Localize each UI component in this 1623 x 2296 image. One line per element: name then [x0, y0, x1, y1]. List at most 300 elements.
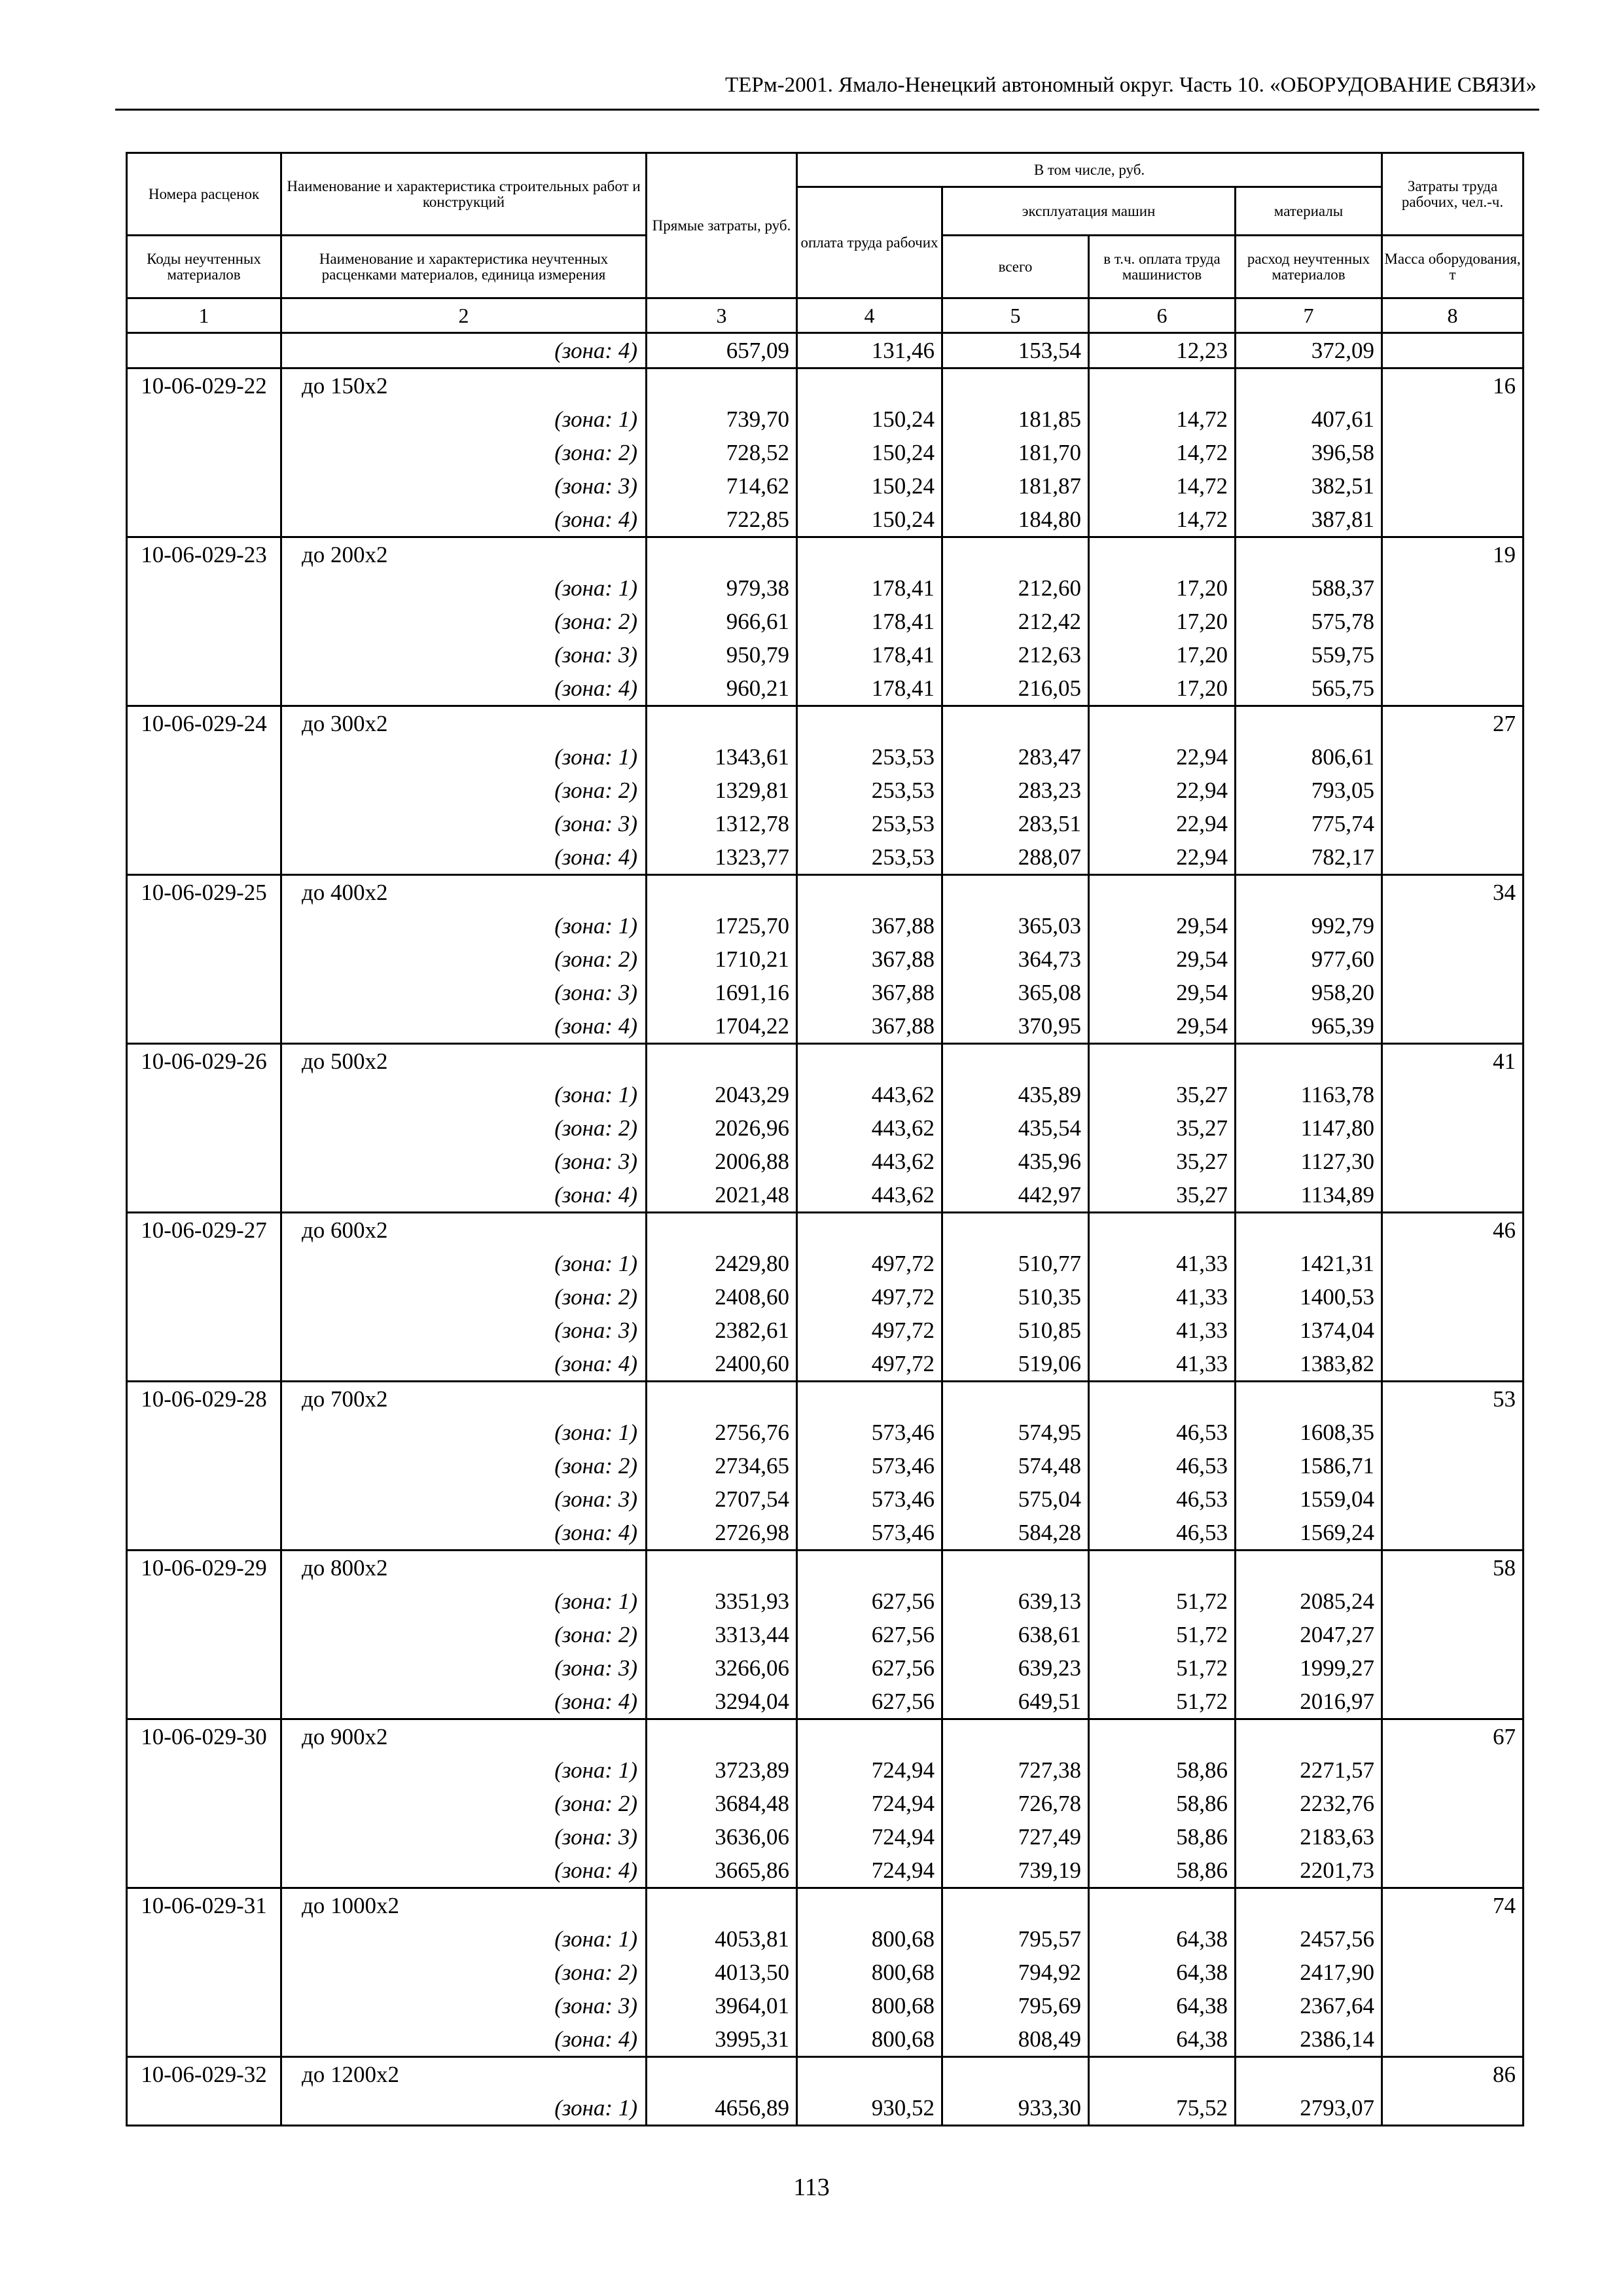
machines-labor-cell: 35,27: [1089, 1145, 1236, 1178]
empty-cell: [797, 875, 942, 910]
labor-pay-cell: 573,46: [797, 1416, 942, 1449]
code-cell: [127, 1651, 281, 1685]
machines-labor-cell: 17,20: [1089, 571, 1236, 605]
machines-total-cell: 212,63: [942, 638, 1089, 672]
empty-cell: [797, 706, 942, 741]
empty-cell: [1236, 1382, 1382, 1416]
machines-labor-cell: 29,54: [1089, 942, 1236, 976]
zone-cell: (зона: 1): [281, 1416, 647, 1449]
direct-costs-cell: 3636,06: [647, 1820, 797, 1854]
direct-costs-cell: 714,62: [647, 469, 797, 503]
direct-costs-cell: 960,21: [647, 672, 797, 706]
empty-cell: [942, 1551, 1089, 1585]
labor-pay-cell: 150,24: [797, 469, 942, 503]
labor-cell: 58: [1382, 1551, 1524, 1585]
table-row: [127, 503, 1524, 537]
empty-cell: [647, 368, 797, 403]
empty-cell: [797, 1719, 942, 1754]
direct-costs-cell: 1323,77: [647, 840, 797, 875]
materials-cell: 387,81: [1236, 503, 1382, 537]
machines-labor-cell: 41,33: [1089, 1347, 1236, 1382]
empty-cell: [797, 1382, 942, 1416]
empty-cell: [942, 537, 1089, 572]
materials-cell: 958,20: [1236, 976, 1382, 1009]
empty-cell: [1089, 537, 1236, 572]
zone-cell: (зона: 4): [281, 672, 647, 706]
direct-costs-cell: 3684,48: [647, 1787, 797, 1820]
labor-pay-cell: 724,94: [797, 1787, 942, 1820]
table-row: [127, 1247, 1524, 1280]
code-cell: [127, 1416, 281, 1449]
machines-labor-cell: 46,53: [1089, 1482, 1236, 1516]
materials-cell: 793,05: [1236, 774, 1382, 807]
code-cell: [127, 1314, 281, 1347]
code-cell: [127, 1009, 281, 1044]
direct-costs-cell: 3723,89: [647, 1753, 797, 1787]
machines-total-cell: 808,49: [942, 2022, 1089, 2057]
labor-cell: [1382, 1685, 1524, 1719]
empty-cell: [647, 1382, 797, 1416]
empty-cell: [1236, 1044, 1382, 1079]
zone-cell: (зона: 2): [281, 1618, 647, 1651]
code-cell: [127, 1482, 281, 1516]
table-row: [127, 1651, 1524, 1685]
machines-total-cell: 739,19: [942, 1854, 1089, 1888]
empty-cell: [1089, 875, 1236, 910]
materials-cell: 782,17: [1236, 840, 1382, 875]
table-row: [127, 638, 1524, 672]
code-cell: [127, 2022, 281, 2057]
page-number: 113: [793, 2174, 830, 2201]
table-row: [127, 672, 1524, 706]
machines-labor-cell: 64,38: [1089, 1956, 1236, 1989]
zone-cell: (зона: 4): [281, 1685, 647, 1719]
materials-cell: 2271,57: [1236, 1753, 1382, 1787]
labor-cell: [1382, 1956, 1524, 1989]
direct-costs-cell: 1329,81: [647, 774, 797, 807]
name-cell: до 900х2: [281, 1719, 647, 1754]
table-row: [127, 469, 1524, 503]
labor-cell: [1382, 1314, 1524, 1347]
zone-cell: (зона: 2): [281, 1787, 647, 1820]
labor-pay-cell: 443,62: [797, 1111, 942, 1145]
direct-costs-cell: 2043,29: [647, 1078, 797, 1111]
zone-cell: (зона: 1): [281, 1078, 647, 1111]
labor-pay-cell: 573,46: [797, 1449, 942, 1482]
labor-cell: [1382, 1787, 1524, 1820]
zone-cell: (зона: 4): [281, 1178, 647, 1213]
direct-costs-cell: 3351,93: [647, 1585, 797, 1618]
materials-unaccounted-header: расход неучтенных материалов: [1236, 236, 1382, 298]
table-row: [127, 942, 1524, 976]
materials-cell: 2085,24: [1236, 1585, 1382, 1618]
zone-cell: (зона: 1): [281, 2091, 647, 2126]
direct-costs-header: Прямые затраты, руб.: [647, 153, 797, 298]
zone-cell: (зона: 4): [281, 1009, 647, 1044]
labor-cell: [1382, 672, 1524, 706]
code-cell: [127, 774, 281, 807]
zone-cell: (зона: 4): [281, 503, 647, 537]
empty-cell: [1236, 875, 1382, 910]
empty-cell: [1236, 2057, 1382, 2092]
code-cell: [127, 1618, 281, 1651]
direct-costs-cell: 2026,96: [647, 1111, 797, 1145]
empty-cell: [1236, 1719, 1382, 1754]
empty-cell: [797, 368, 942, 403]
table-row: [127, 537, 1524, 572]
column-number: 2: [281, 298, 647, 333]
header-title: ТЕРм-2001. Ямало-Ненецкий автономный округ. Часть 10. «ОБОРУДОВАНИЕ СВЯЗИ»: [725, 73, 1537, 97]
empty-cell: [647, 1551, 797, 1585]
empty-cell: [1089, 1888, 1236, 1923]
col2-top-header: Наименование и характеристика строительных работ и конструкций: [281, 153, 647, 236]
machines-labor-cell: 46,53: [1089, 1416, 1236, 1449]
labor-pay-cell: 800,68: [797, 1922, 942, 1956]
direct-costs-cell: 657,09: [647, 333, 797, 368]
direct-costs-cell: 1312,78: [647, 807, 797, 840]
table-header: [127, 153, 1524, 333]
machines-total-cell: 364,73: [942, 942, 1089, 976]
machines-total-cell: 510,77: [942, 1247, 1089, 1280]
machines-total-cell: 574,95: [942, 1416, 1089, 1449]
table-row: [127, 740, 1524, 774]
table-row: [127, 774, 1524, 807]
materials-cell: 1127,30: [1236, 1145, 1382, 1178]
direct-costs-cell: 966,61: [647, 605, 797, 638]
machines-total-cell: 933,30: [942, 2091, 1089, 2126]
code-cell: 10-06-029-23: [127, 537, 281, 572]
machines-labor-cell: 51,72: [1089, 1585, 1236, 1618]
zone-cell: (зона: 3): [281, 1989, 647, 2022]
table-row: [127, 1078, 1524, 1111]
machines-total-cell: 575,04: [942, 1482, 1089, 1516]
column-number: 3: [647, 298, 797, 333]
labor-pay-cell: 131,46: [797, 333, 942, 368]
labor-pay-cell: 443,62: [797, 1178, 942, 1213]
direct-costs-cell: 2429,80: [647, 1247, 797, 1280]
code-cell: 10-06-029-32: [127, 2057, 281, 2092]
empty-cell: [1089, 1551, 1236, 1585]
labor-pay-cell: 724,94: [797, 1854, 942, 1888]
table-row: [127, 875, 1524, 910]
name-cell: до 700х2: [281, 1382, 647, 1416]
materials-cell: 1147,80: [1236, 1111, 1382, 1145]
machines-labor-cell: 58,86: [1089, 1820, 1236, 1854]
name-cell: до 500х2: [281, 1044, 647, 1079]
materials-cell: 2201,73: [1236, 1854, 1382, 1888]
machines-total-cell: 639,13: [942, 1585, 1089, 1618]
machines-labor-cell: 14,72: [1089, 503, 1236, 537]
page-header: [115, 65, 1539, 111]
table-row: [127, 1618, 1524, 1651]
machines-labor-cell: 41,33: [1089, 1280, 1236, 1314]
materials-cell: 1383,82: [1236, 1347, 1382, 1382]
code-cell: [127, 1078, 281, 1111]
empty-cell: [942, 368, 1089, 403]
col1-bottom-header: Коды неучтенных материалов: [127, 236, 281, 298]
code-cell: 10-06-029-26: [127, 1044, 281, 1079]
labor-pay-cell: 150,24: [797, 503, 942, 537]
labor-costs-header: Затраты труда рабочих, чел.-ч.: [1382, 153, 1524, 236]
table-row: [127, 1314, 1524, 1347]
machines-total-cell: 283,51: [942, 807, 1089, 840]
table-row: [127, 1922, 1524, 1956]
machines-labor-cell: 35,27: [1089, 1178, 1236, 1213]
machines-labor-cell: 64,38: [1089, 1989, 1236, 2022]
table-row: [127, 1854, 1524, 1888]
table-row: [127, 1585, 1524, 1618]
labor-pay-cell: 443,62: [797, 1145, 942, 1178]
labor-cell: [1382, 503, 1524, 537]
continuation-row: [127, 333, 1524, 368]
labor-cell: [1382, 2022, 1524, 2057]
direct-costs-cell: 2726,98: [647, 1516, 797, 1551]
machines-header: эксплуатация машин: [942, 187, 1236, 236]
code-cell: [127, 1585, 281, 1618]
name-cell: до 1200х2: [281, 2057, 647, 2092]
labor-pay-cell: 930,52: [797, 2091, 942, 2126]
empty-cell: [647, 706, 797, 741]
labor-cell: [1382, 1922, 1524, 1956]
empty-cell: [797, 1888, 942, 1923]
zone-cell: (зона: 3): [281, 1820, 647, 1854]
table-row: [127, 1382, 1524, 1416]
zone-cell: (зона: 2): [281, 1956, 647, 1989]
materials-cell: 1999,27: [1236, 1651, 1382, 1685]
direct-costs-cell: 2408,60: [647, 1280, 797, 1314]
zone-cell: (зона: 3): [281, 1482, 647, 1516]
machines-total-cell: 649,51: [942, 1685, 1089, 1719]
labor-pay-cell: 253,53: [797, 840, 942, 875]
code-cell: [127, 1347, 281, 1382]
labor-cell: [1382, 469, 1524, 503]
machines-total-cell: 181,85: [942, 403, 1089, 436]
machines-labor-cell: 22,94: [1089, 840, 1236, 875]
labor-cell: [1382, 1854, 1524, 1888]
labor-cell: 86: [1382, 2057, 1524, 2092]
code-cell: 10-06-029-22: [127, 368, 281, 403]
machines-total-cell: 510,85: [942, 1314, 1089, 1347]
code-cell: [127, 672, 281, 706]
labor-cell: 53: [1382, 1382, 1524, 1416]
machines-total-cell: 435,89: [942, 1078, 1089, 1111]
labor-pay-cell: 800,68: [797, 1956, 942, 1989]
labor-cell: [1382, 1989, 1524, 2022]
column-number: 5: [942, 298, 1089, 333]
zone-cell: (зона: 3): [281, 976, 647, 1009]
col1-top-header: Номера расценок: [127, 153, 281, 236]
machines-labor-cell: 22,94: [1089, 807, 1236, 840]
code-cell: [127, 740, 281, 774]
materials-cell: 2457,56: [1236, 1922, 1382, 1956]
labor-pay-cell: 497,72: [797, 1280, 942, 1314]
machines-labor-cell: 29,54: [1089, 909, 1236, 942]
table-row: [127, 1989, 1524, 2022]
empty-cell: [942, 1719, 1089, 1754]
machines-labor-cell: 17,20: [1089, 638, 1236, 672]
labor-cell: [1382, 1145, 1524, 1178]
empty-cell: [647, 1888, 797, 1923]
empty-cell: [942, 706, 1089, 741]
labor-pay-cell: 497,72: [797, 1314, 942, 1347]
materials-cell: 1608,35: [1236, 1416, 1382, 1449]
machines-total-header: всего: [942, 236, 1089, 298]
direct-costs-cell: 1710,21: [647, 942, 797, 976]
machines-total-cell: 435,54: [942, 1111, 1089, 1145]
labor-cell: [1382, 1247, 1524, 1280]
direct-costs-cell: 3665,86: [647, 1854, 797, 1888]
code-cell: [127, 1956, 281, 1989]
code-cell: 10-06-029-31: [127, 1888, 281, 1923]
column-number: 7: [1236, 298, 1382, 333]
code-cell: [127, 333, 281, 368]
machines-total-cell: 283,23: [942, 774, 1089, 807]
labor-cell: [1382, 1009, 1524, 1044]
empty-cell: [797, 1213, 942, 1247]
direct-costs-cell: 1343,61: [647, 740, 797, 774]
table-body: [127, 333, 1524, 2126]
materials-cell: 2367,64: [1236, 1989, 1382, 2022]
zone-cell: (зона: 3): [281, 1314, 647, 1347]
zone-cell: (зона: 1): [281, 571, 647, 605]
table-row: [127, 1551, 1524, 1585]
empty-cell: [942, 1044, 1089, 1079]
labor-cell: [1382, 976, 1524, 1009]
machines-total-cell: 727,49: [942, 1820, 1089, 1854]
zone-cell: (зона: 1): [281, 1753, 647, 1787]
machines-labor-cell: 51,72: [1089, 1685, 1236, 1719]
labor-cell: [1382, 1651, 1524, 1685]
labor-cell: 41: [1382, 1044, 1524, 1079]
machines-total-cell: 184,80: [942, 503, 1089, 537]
empty-cell: [647, 2057, 797, 2092]
code-cell: [127, 503, 281, 537]
labor-cell: [1382, 2091, 1524, 2126]
materials-cell: 2232,76: [1236, 1787, 1382, 1820]
table-row: [127, 1009, 1524, 1044]
materials-cell: 1134,89: [1236, 1178, 1382, 1213]
empty-cell: [647, 875, 797, 910]
labor-pay-cell: 497,72: [797, 1247, 942, 1280]
labor-cell: [1382, 1280, 1524, 1314]
empty-cell: [797, 1551, 942, 1585]
zone-cell: (зона: 2): [281, 1111, 647, 1145]
machines-labor-cell: 17,20: [1089, 605, 1236, 638]
zone-cell: (зона: 3): [281, 1651, 647, 1685]
empty-cell: [1236, 368, 1382, 403]
direct-costs-cell: 4053,81: [647, 1922, 797, 1956]
empty-cell: [942, 2057, 1089, 2092]
name-cell: до 600х2: [281, 1213, 647, 1247]
labor-cell: 74: [1382, 1888, 1524, 1923]
materials-cell: 965,39: [1236, 1009, 1382, 1044]
code-cell: [127, 403, 281, 436]
table-row: [127, 1753, 1524, 1787]
table-row: [127, 1820, 1524, 1854]
machines-total-cell: 726,78: [942, 1787, 1089, 1820]
machines-labor-cell: 35,27: [1089, 1111, 1236, 1145]
column-number: 8: [1382, 298, 1524, 333]
including-header: В том числе, руб.: [797, 153, 1382, 187]
labor-cell: 16: [1382, 368, 1524, 403]
code-cell: [127, 1787, 281, 1820]
direct-costs-cell: 950,79: [647, 638, 797, 672]
labor-cell: [1382, 1820, 1524, 1854]
labor-cell: 46: [1382, 1213, 1524, 1247]
zone-cell: (зона: 1): [281, 1247, 647, 1280]
materials-cell: 588,37: [1236, 571, 1382, 605]
zone-cell: (зона: 3): [281, 807, 647, 840]
materials-cell: 382,51: [1236, 469, 1382, 503]
zone-cell: (зона: 4): [281, 333, 647, 368]
code-cell: 10-06-029-30: [127, 1719, 281, 1754]
machines-total-cell: 370,95: [942, 1009, 1089, 1044]
labor-pay-cell: 178,41: [797, 638, 942, 672]
labor-cell: [1382, 1585, 1524, 1618]
labor-pay-cell: 627,56: [797, 1585, 942, 1618]
machines-total-cell: 216,05: [942, 672, 1089, 706]
machines-total-cell: 153,54: [942, 333, 1089, 368]
column-number: 6: [1089, 298, 1236, 333]
materials-cell: 575,78: [1236, 605, 1382, 638]
labor-cell: 27: [1382, 706, 1524, 741]
labor-cell: [1382, 333, 1524, 368]
materials-cell: 407,61: [1236, 403, 1382, 436]
empty-cell: [942, 875, 1089, 910]
machines-labor-cell: 46,53: [1089, 1516, 1236, 1551]
labor-cell: [1382, 840, 1524, 875]
column-number: 4: [797, 298, 942, 333]
materials-cell: 396,58: [1236, 436, 1382, 469]
code-cell: [127, 1449, 281, 1482]
machines-labor-cell: 58,86: [1089, 1753, 1236, 1787]
table-row: [127, 1145, 1524, 1178]
labor-pay-cell: 497,72: [797, 1347, 942, 1382]
labor-pay-cell: 367,88: [797, 1009, 942, 1044]
code-cell: 10-06-029-27: [127, 1213, 281, 1247]
zone-cell: (зона: 2): [281, 1449, 647, 1482]
code-cell: [127, 469, 281, 503]
machines-total-cell: 365,08: [942, 976, 1089, 1009]
labor-cell: [1382, 1078, 1524, 1111]
materials-cell: 2183,63: [1236, 1820, 1382, 1854]
labor-pay-cell: 800,68: [797, 1989, 942, 2022]
code-cell: 10-06-029-24: [127, 706, 281, 741]
labor-pay-cell: 253,53: [797, 740, 942, 774]
machines-labor-cell: 58,86: [1089, 1787, 1236, 1820]
table-row: [127, 807, 1524, 840]
machines-total-cell: 181,70: [942, 436, 1089, 469]
materials-cell: 1586,71: [1236, 1449, 1382, 1482]
code-cell: [127, 1989, 281, 2022]
code-cell: 10-06-029-25: [127, 875, 281, 910]
name-cell: до 200х2: [281, 537, 647, 572]
direct-costs-cell: 739,70: [647, 403, 797, 436]
labor-pay-cell: 573,46: [797, 1482, 942, 1516]
machines-total-cell: 584,28: [942, 1516, 1089, 1551]
col2-bottom-header: Наименование и характеристика неучтенных расценками материалов, единица измерения: [281, 236, 647, 298]
code-cell: [127, 1280, 281, 1314]
code-cell: [127, 1145, 281, 1178]
materials-cell: 2047,27: [1236, 1618, 1382, 1651]
labor-cell: 19: [1382, 537, 1524, 572]
labor-pay-cell: 178,41: [797, 672, 942, 706]
direct-costs-cell: 2382,61: [647, 1314, 797, 1347]
zone-cell: (зона: 4): [281, 1854, 647, 1888]
code-cell: [127, 1111, 281, 1145]
labor-pay-cell: 253,53: [797, 774, 942, 807]
code-cell: [127, 976, 281, 1009]
